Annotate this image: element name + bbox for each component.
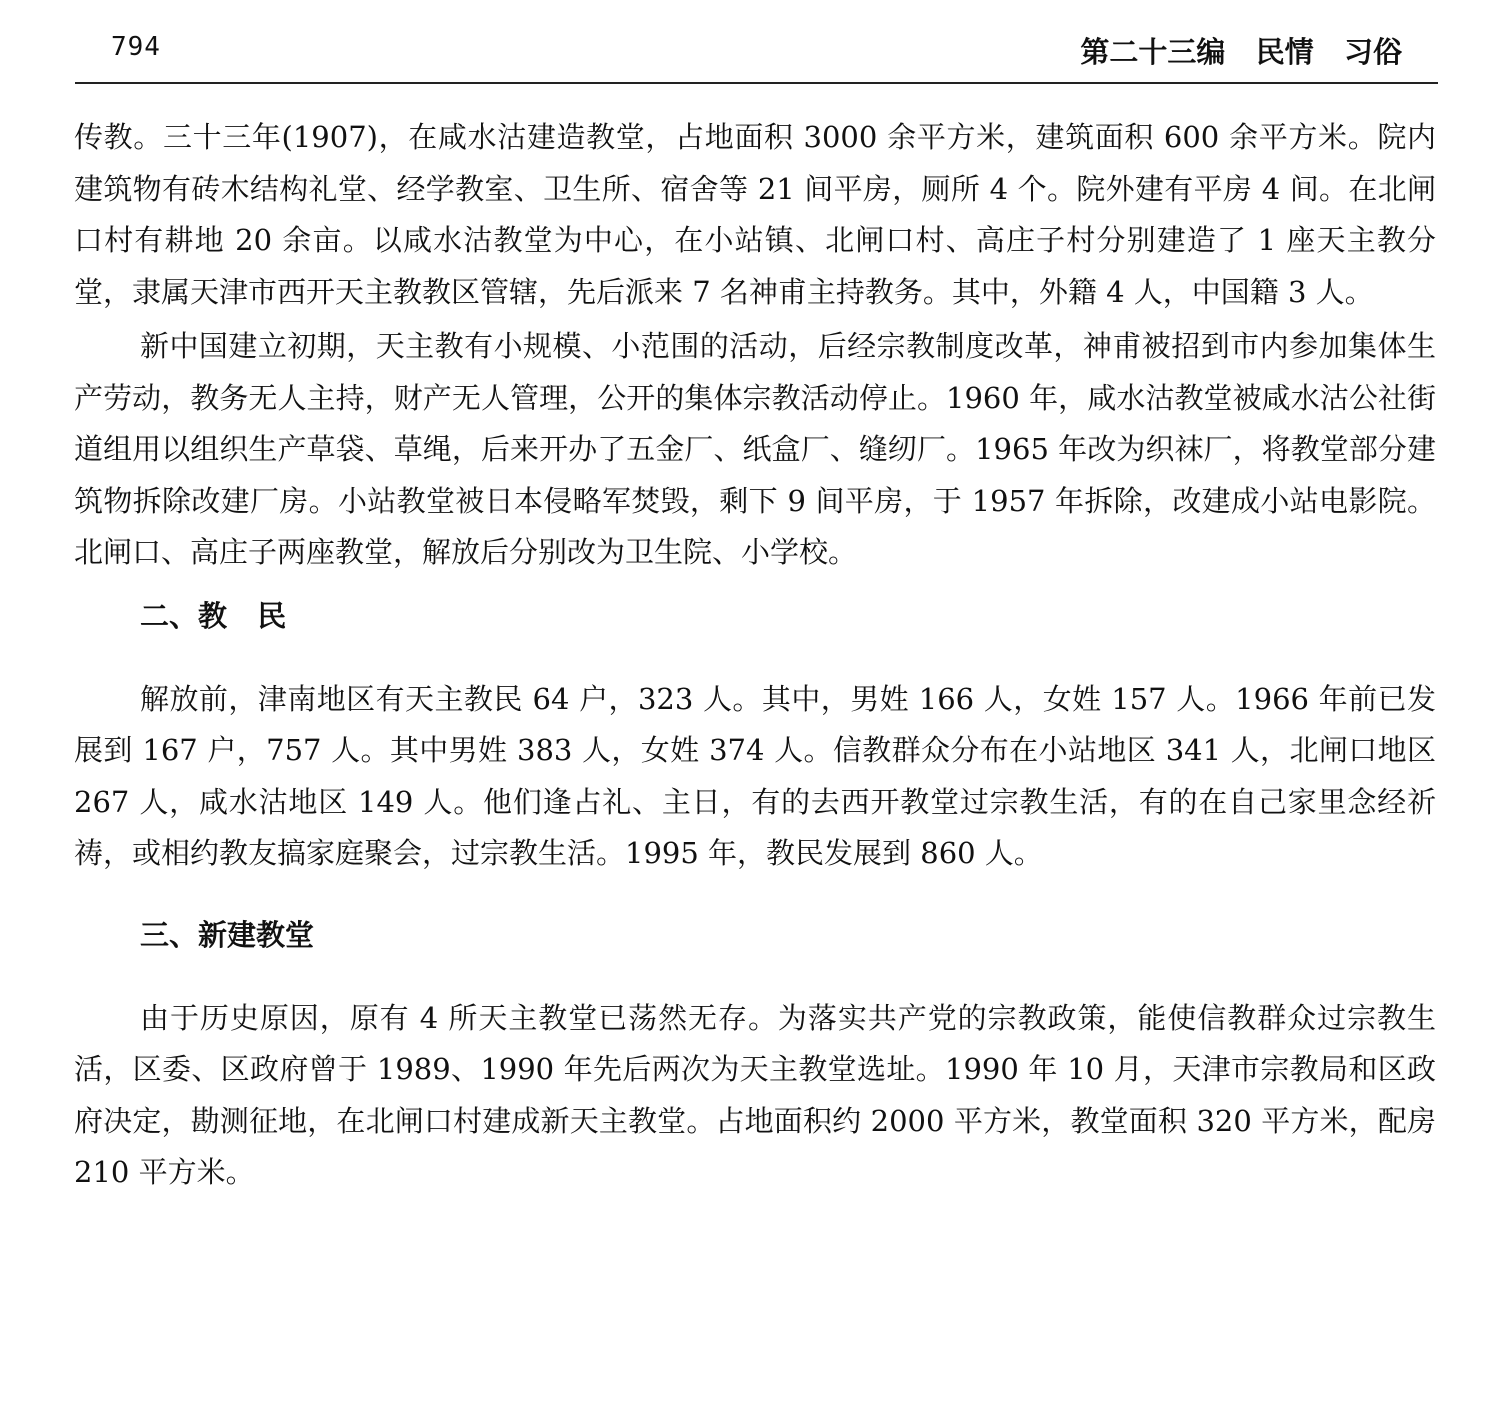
paragraph-new-church: 由于历史原因，原有 4 所天主教堂已荡然无存。为落实共产党的宗教政策，能使信教群众过宗教生活，区委、区政府曾于 1989、1990 年先后两次为天主教堂选址。1990 年 10 月，天津市宗教局和区政府决定，勘测征地，在北闸口村建成新天主教堂。占地面积约 2000 平方米，教堂面积 320 平方米，配房 210 平方米。	[74, 1000, 1436, 1189]
section-heading-believers: 二、教 民	[140, 598, 287, 633]
page-number: 794	[111, 32, 161, 62]
paragraph-post-1949: 新中国建立初期，天主教有小规模、小范围的活动，后经宗教制度改革，神甫被招到市内参加集体生产劳动，教务无人主持，财产无人管理，公开的集体宗教活动停止。1960 年，咸水沽教堂被咸水沽公社街道组用以组织生产草袋、草绳，后来开办了五金厂、纸盒厂、缝纫厂。1965 年改为织袜厂，将教堂部分建筑物拆除改建厂房。小站教堂被日本侵略军焚毁，剩下 9 间平房，于 1957 年拆除，改建成小站电影院。北闸口、高庄子两座教堂，解放后分别改为卫生院、小学校。	[74, 329, 1436, 569]
paragraph-believers: 解放前，津南地区有天主教民 64 户，323 人。其中，男姓 166 人，女姓 157 人。1966 年前已发展到 167 户，757 人。其中男姓 383 人，女姓 374 人。信教群众分布在小站地区 341 人，北闸口地区 267 人，咸水沽地区 149 人。他们逢占礼、主日，有的去西开教堂过宗教生活，有的在自己家里念经祈祷，或相约教友搞家庭聚会，过宗教生活。1995 年，教民发展到 860 人。	[74, 681, 1436, 870]
body-text	[74, 112, 1436, 1199]
paragraph-church-history: 传教。三十三年(1907)，在咸水沽建造教堂，占地面积 3000 余平方米，建筑面积 600 余平方米。院内建筑物有砖木结构礼堂、经学教室、卫生所、宿舍等 21 间平房，厕所 4 个。院外建有平房 4 间。在北闸口村有耕地 20 余亩。以咸水沽教堂为中心，在小站镇、北闸口村、高庄子村分别建造了 1 座天主教分堂，隶属天津市西开天主教教区管辖，先后派来 7 名神甫主持教务。其中，外籍 4 人，中国籍 3 人。	[74, 120, 1436, 309]
header-divider	[75, 82, 1438, 84]
page-header	[75, 28, 1438, 80]
running-title: 第二十三编 民情 习俗	[1080, 35, 1402, 69]
section-heading-new-church: 三、新建教堂	[140, 917, 315, 952]
